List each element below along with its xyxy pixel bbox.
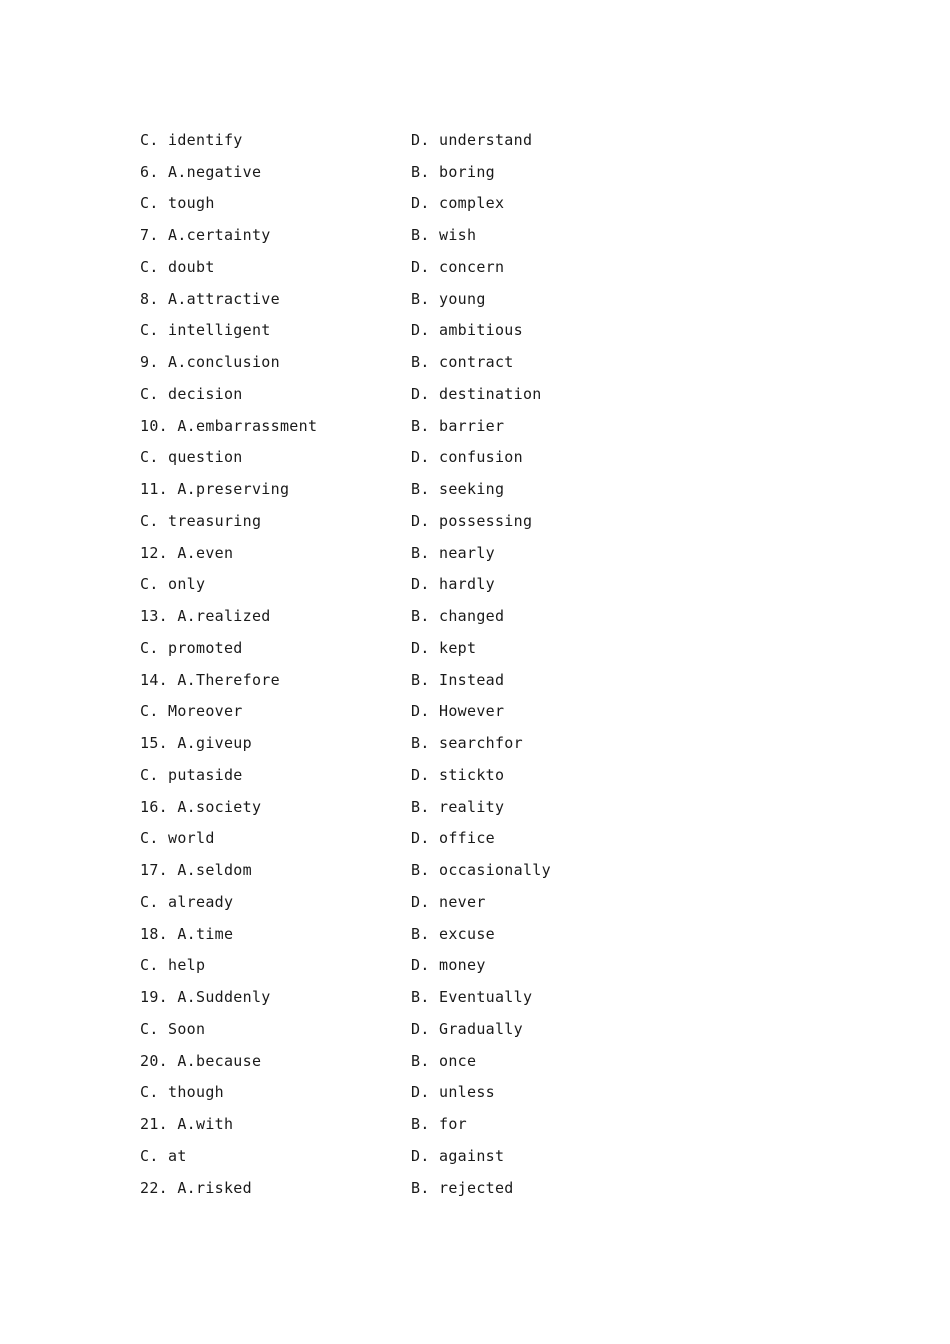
option-right: B. searchfor — [411, 734, 523, 753]
option-right: B. Instead — [411, 670, 505, 689]
option-right: D. kept — [411, 638, 477, 657]
option-right: D. complex — [411, 194, 505, 213]
option-row — [140, 505, 660, 537]
option-left: C. world — [140, 829, 215, 848]
option-row — [140, 981, 660, 1013]
option-left: 21. A.with — [140, 1115, 234, 1134]
option-left: 14. A.Therefore — [140, 670, 280, 689]
option-right: D. office — [411, 829, 495, 848]
option-left: 7. A.certainty — [140, 226, 271, 245]
option-left: C. only — [140, 575, 206, 594]
option-row — [140, 759, 660, 791]
option-right: D. Gradually — [411, 1019, 523, 1038]
option-left: C. putaside — [140, 765, 243, 784]
option-left: C. help — [140, 956, 206, 975]
option-row — [140, 1140, 660, 1172]
option-right: D. never — [411, 892, 486, 911]
option-row — [140, 632, 660, 664]
option-row — [140, 696, 660, 728]
option-left: C. decision — [140, 384, 243, 403]
option-right: B. boring — [411, 162, 495, 181]
option-row — [140, 1108, 660, 1140]
option-row — [140, 918, 660, 950]
option-left: 10. A.embarrassment — [140, 416, 318, 435]
option-right: B. nearly — [411, 543, 495, 562]
option-row — [140, 346, 660, 378]
option-right: B. rejected — [411, 1178, 514, 1197]
option-right: B. occasionally — [411, 861, 551, 880]
option-left: 18. A.time — [140, 924, 234, 943]
option-row — [140, 600, 660, 632]
option-left: 16. A.society — [140, 797, 262, 816]
option-right: D. money — [411, 956, 486, 975]
option-right: D. However — [411, 702, 505, 721]
option-row — [140, 664, 660, 696]
option-row — [140, 315, 660, 347]
option-row — [140, 823, 660, 855]
option-left: 11. A.preserving — [140, 480, 290, 499]
option-left: 17. A.seldom — [140, 861, 252, 880]
option-right: D. destination — [411, 384, 542, 403]
option-right: B. for — [411, 1115, 467, 1134]
option-right: D. against — [411, 1146, 505, 1165]
option-row — [140, 1172, 660, 1204]
option-right: D. possessing — [411, 511, 533, 530]
option-row — [140, 727, 660, 759]
option-left: C. intelligent — [140, 321, 271, 340]
option-right: D. hardly — [411, 575, 495, 594]
option-right: D. ambitious — [411, 321, 523, 340]
option-row — [140, 1045, 660, 1077]
option-right: B. wish — [411, 226, 477, 245]
option-left: C. doubt — [140, 257, 215, 276]
option-right: B. barrier — [411, 416, 505, 435]
option-left: C. though — [140, 1083, 224, 1102]
option-right: B. changed — [411, 607, 505, 626]
option-right: D. understand — [411, 130, 533, 149]
option-row — [140, 569, 660, 601]
option-row — [140, 537, 660, 569]
option-left: C. Moreover — [140, 702, 243, 721]
option-row — [140, 410, 660, 442]
option-left: 22. A.risked — [140, 1178, 252, 1197]
option-right: D. confusion — [411, 448, 523, 467]
option-right: B. contract — [411, 353, 514, 372]
option-row — [140, 283, 660, 315]
option-right: B. seeking — [411, 480, 505, 499]
option-left: C. Soon — [140, 1019, 206, 1038]
option-row — [140, 854, 660, 886]
option-left: 20. A.because — [140, 1051, 262, 1070]
option-left: C. tough — [140, 194, 215, 213]
option-left: C. promoted — [140, 638, 243, 657]
option-left: 9. A.conclusion — [140, 353, 280, 372]
option-right: B. excuse — [411, 924, 495, 943]
option-row — [140, 188, 660, 220]
option-left: C. at — [140, 1146, 187, 1165]
option-right: D. concern — [411, 257, 505, 276]
option-left: 19. A.Suddenly — [140, 988, 271, 1007]
option-row — [140, 219, 660, 251]
option-left: C. treasuring — [140, 511, 262, 530]
option-row — [140, 473, 660, 505]
option-row — [140, 886, 660, 918]
option-right: D. stickto — [411, 765, 505, 784]
option-left: C. already — [140, 892, 234, 911]
option-row — [140, 950, 660, 982]
option-right: B. young — [411, 289, 486, 308]
option-left: 8. A.attractive — [140, 289, 280, 308]
option-row — [140, 378, 660, 410]
option-row — [140, 251, 660, 283]
option-right: D. unless — [411, 1083, 495, 1102]
option-row — [140, 124, 660, 156]
option-left: 12. A.even — [140, 543, 234, 562]
option-row — [140, 1077, 660, 1109]
answer-options-list — [140, 124, 660, 1204]
option-right: B. Eventually — [411, 988, 533, 1007]
option-right: B. reality — [411, 797, 505, 816]
option-row — [140, 791, 660, 823]
option-left: C. question — [140, 448, 243, 467]
option-left: 13. A.realized — [140, 607, 271, 626]
option-right: B. once — [411, 1051, 477, 1070]
option-left: 6. A.negative — [140, 162, 262, 181]
option-row — [140, 156, 660, 188]
option-left: C. identify — [140, 130, 243, 149]
option-row — [140, 442, 660, 474]
option-row — [140, 1013, 660, 1045]
option-left: 15. A.giveup — [140, 734, 252, 753]
